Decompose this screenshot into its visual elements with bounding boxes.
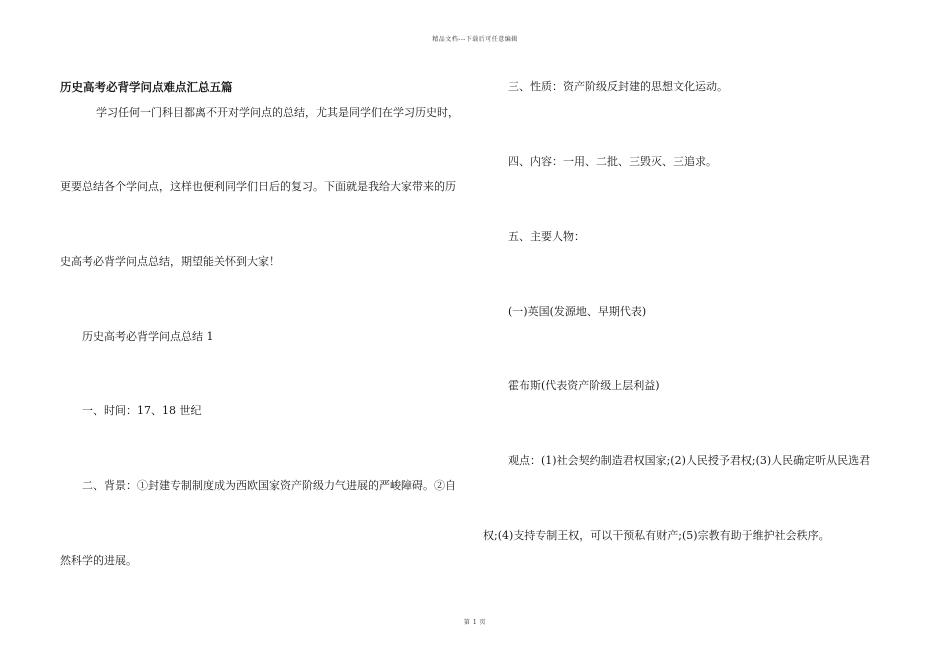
item-people: 五、主要人物： [508,230,585,243]
item-background-continued: 然科学的进展。 [60,554,137,567]
item-nature: 三、性质：资产阶级反封建的思想文化运动。 [508,80,728,93]
item-time: 一、时间：17、18 世纪 [82,404,202,417]
page-number: 第 1 页 [463,619,487,626]
subsection-england: (一)英国(发源地、早期代表) [508,305,647,318]
paragraph-line-3: 史高考必背学问点总结，期望能关怀到大家！ [60,255,280,268]
paragraph-line-2: 更要总结各个学问点，这样也便利同学们日后的复习。下面就是我给大家带来的历 [60,180,456,193]
document-header-note: 精品文档---下载后可任意编辑 [432,36,518,43]
person-hobbes: 霍布斯(代表资产阶级上层利益) [508,379,660,392]
section-heading: 历史高考必背学问点总结 1 [82,330,214,343]
viewpoint-line-1: 观点：(1)社会契约制造君权国家;(2)人民授予君权;(3)人民确定听从民选君 [508,454,871,467]
item-content: 四、内容：一用、二批、三毁灭、三追求。 [508,155,717,168]
viewpoint-line-2: 权;(4)支持专制王权，可以干预私有财产;(5)宗教有助于维护社会秩序。 [483,529,830,542]
document-title: 历史高考必背学问点难点汇总五篇 [60,80,233,94]
item-background: 二、背景：①封建专制制度成为西欧国家资产阶级力气进展的严峻障碍。②自 [82,479,456,492]
paragraph-line-1: 学习任何一门科目都离不开对学问点的总结，尤其是同学们在学习历史时， [96,106,459,119]
